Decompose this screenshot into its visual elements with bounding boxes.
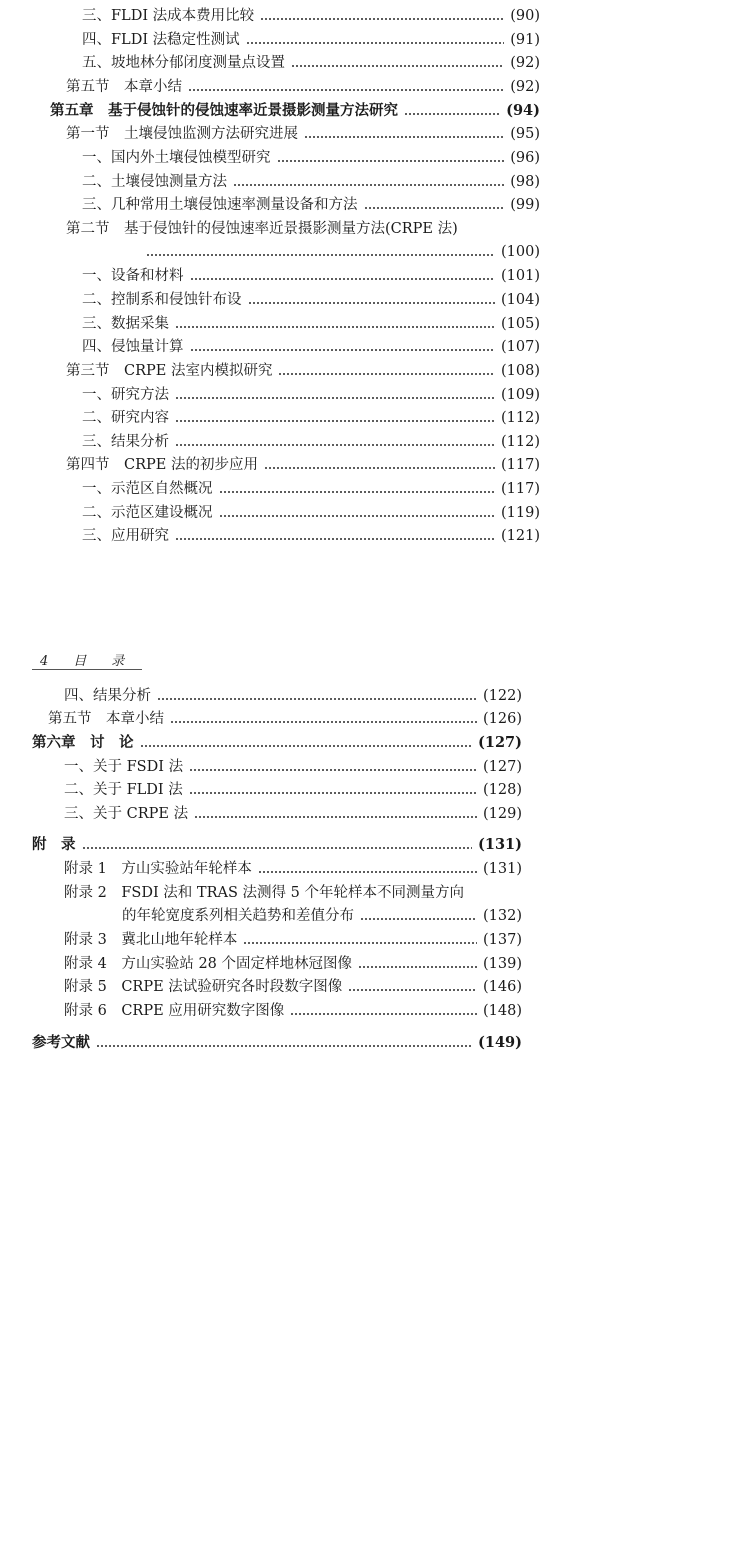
- dot-leader: [175, 444, 495, 446]
- toc-entry-research-content[interactable]: [82, 406, 540, 430]
- toc-page-number: (90): [510, 8, 540, 24]
- toc-page-number: (137): [483, 932, 522, 948]
- toc-page-number: (127): [483, 759, 522, 775]
- toc-entry-title: 三、FLDI 法成本费用比较: [82, 8, 255, 24]
- toc-entry-data-collection[interactable]: [82, 312, 540, 336]
- dot-leader: [170, 721, 477, 723]
- toc-chapter-title: 附 录: [32, 837, 76, 853]
- toc-entry-title: 附录 1 方山实验站年轮样本: [64, 861, 252, 877]
- toc-entry-demo-nature[interactable]: [82, 477, 540, 501]
- toc-entry-title: 三、几种常用土壤侵蚀速率测量设备和方法: [82, 197, 358, 213]
- toc-entry-application[interactable]: [82, 524, 540, 548]
- dot-leader: [364, 207, 505, 209]
- toc-entry-appendix-3[interactable]: [64, 928, 522, 952]
- dot-leader: [194, 816, 477, 818]
- toc-page-number: (131): [478, 836, 522, 853]
- toc-entry-title: 二、关于 FLDI 法: [64, 782, 183, 798]
- toc-page-number: (132): [483, 908, 522, 924]
- dot-leader: [358, 966, 477, 968]
- dot-leader: [190, 349, 496, 351]
- toc-entry-appendix-6[interactable]: [64, 999, 522, 1023]
- toc-page-number: (149): [478, 1034, 522, 1051]
- dot-leader: [96, 1045, 472, 1047]
- toc-entry-title: 二、研究内容: [82, 410, 169, 426]
- toc-entry-equipment[interactable]: [82, 264, 540, 288]
- toc-entry-fldi-stability[interactable]: [82, 28, 540, 52]
- toc-chapter-title: 第五章 基于侵蚀针的侵蚀速率近景摄影测量方法研究: [50, 103, 398, 119]
- toc-entry-title: 三、关于 CRPE 法: [64, 806, 189, 822]
- toc-page-number: (105): [501, 316, 540, 332]
- toc-page-number: (112): [501, 410, 540, 426]
- toc-entry-title: 附录 2 FSDI 法和 TRAS 法测得 5 个年轮样本不同测量方向: [64, 885, 464, 901]
- toc-page-number: (107): [501, 339, 540, 355]
- toc-entry-about-fsdi[interactable]: [64, 755, 522, 779]
- toc-references[interactable]: [32, 1031, 522, 1055]
- toc-page-number: (100): [501, 244, 540, 260]
- dot-leader: [248, 302, 496, 304]
- toc-entry-fldi-cost[interactable]: [82, 4, 540, 28]
- dot-leader: [219, 515, 496, 517]
- toc-page-number: (98): [510, 174, 540, 190]
- toc-entry-result-analysis[interactable]: [82, 430, 540, 454]
- running-header: 4 目 录: [40, 654, 131, 669]
- dot-leader: [404, 113, 500, 115]
- toc-page-number: (117): [501, 457, 540, 473]
- toc-entry-appendix-4[interactable]: [64, 952, 522, 976]
- toc-entry-canopy-points[interactable]: [82, 51, 540, 75]
- toc-page-number: (108): [501, 363, 540, 379]
- toc-entry-title: 一、关于 FSDI 法: [64, 759, 184, 775]
- toc-entry-title: 三、应用研究: [82, 528, 169, 544]
- toc-entry-title: 第二节 基于侵蚀针的侵蚀速率近景摄影测量方法(CRPE 法): [66, 221, 458, 237]
- toc-entry-result-analysis-2[interactable]: [64, 684, 522, 708]
- toc-page-number: (126): [483, 711, 522, 727]
- toc-page-number: (94): [506, 102, 540, 119]
- toc-entry-section-summary[interactable]: [66, 75, 540, 99]
- dot-leader: [175, 397, 495, 399]
- dot-leader: [233, 184, 504, 186]
- toc-entry-appendix-2-line1[interactable]: [64, 881, 464, 905]
- dot-leader: [140, 745, 473, 747]
- toc-entry-title: 附录 5 CRPE 法试验研究各时段数字图像: [64, 979, 343, 995]
- header-rule: [32, 669, 142, 670]
- toc-page-number: (146): [483, 979, 522, 995]
- dot-leader: [258, 871, 477, 873]
- toc-entry-erosion-models[interactable]: [82, 146, 540, 170]
- toc-entry-section-3[interactable]: [66, 359, 540, 383]
- toc-chapter-title: 第六章 讨 论: [32, 735, 134, 751]
- dot-leader: [219, 491, 496, 493]
- toc-entry-research-method[interactable]: [82, 383, 540, 407]
- toc-page-number: (109): [501, 387, 540, 403]
- toc-chapter-6[interactable]: [32, 731, 522, 755]
- toc-page-number: (96): [510, 150, 540, 166]
- dot-leader: [260, 18, 504, 20]
- toc-entry-title: 一、示范区自然概况: [82, 481, 213, 497]
- toc-entry-title: 四、FLDI 法稳定性测试: [82, 32, 240, 48]
- toc-entry-title: 第四节 CRPE 法的初步应用: [66, 457, 258, 473]
- toc-chapter-title: 参考文献: [32, 1035, 90, 1051]
- toc-chapter-5[interactable]: [50, 99, 540, 123]
- toc-page-number: (122): [483, 688, 522, 704]
- toc-entry-title: 二、控制系和侵蚀针布设: [82, 292, 242, 308]
- dot-leader: [246, 42, 505, 44]
- toc-entry-appendix-2-line2[interactable]: [122, 904, 522, 928]
- dot-leader: [175, 538, 495, 540]
- toc-page-number: (119): [501, 505, 540, 521]
- toc-entry-appendix-5[interactable]: [64, 975, 522, 999]
- toc-entry-title: 附录 6 CRPE 应用研究数字图像: [64, 1003, 285, 1019]
- toc-entry-section-1[interactable]: [66, 122, 540, 146]
- toc-entry-title: 附录 4 方山实验站 28 个固定样地林冠图像: [64, 956, 353, 972]
- dot-leader: [82, 847, 473, 849]
- dot-leader: [290, 1013, 477, 1015]
- dot-leader: [348, 989, 477, 991]
- toc-entry-title: 附录 3 冀北山地年轮样本: [64, 932, 238, 948]
- toc-page-number: (127): [478, 734, 522, 751]
- toc-entry-title: 一、设备和材料: [82, 268, 184, 284]
- toc-entry-demo-construction[interactable]: [82, 501, 540, 525]
- toc-page-number: (91): [510, 32, 540, 48]
- toc-appendix[interactable]: [32, 833, 522, 857]
- toc-entry-section-5-summary[interactable]: [48, 707, 522, 731]
- toc-entry-title: 三、数据采集: [82, 316, 169, 332]
- toc-page-number: (92): [510, 55, 540, 71]
- toc-page-number: (99): [510, 197, 540, 213]
- toc-entry-title: 五、坡地林分郁闭度测量点设置: [82, 55, 285, 71]
- toc-page-number: (121): [501, 528, 540, 544]
- toc-entry-erosion-methods[interactable]: [82, 170, 540, 194]
- toc-entry-title: 的年轮宽度系列相关趋势和差值分布: [122, 908, 354, 924]
- toc-entry-title: 二、示范区建设概况: [82, 505, 213, 521]
- dot-leader: [243, 942, 477, 944]
- dot-leader: [189, 769, 477, 771]
- toc-entry-title: 三、结果分析: [82, 434, 169, 450]
- toc-page-number: (139): [483, 956, 522, 972]
- dot-leader: [175, 420, 495, 422]
- toc-entry-erosion-equipment[interactable]: [82, 193, 540, 217]
- toc-page-number: (112): [501, 434, 540, 450]
- toc-page-number: (117): [501, 481, 540, 497]
- toc-page-number: (129): [483, 806, 522, 822]
- dot-leader: [278, 373, 495, 375]
- dot-leader: [291, 65, 504, 67]
- toc-entry-about-crpe[interactable]: [64, 802, 522, 826]
- dot-leader: [146, 254, 495, 256]
- dot-leader: [360, 918, 477, 920]
- toc-page-number: (131): [483, 861, 522, 877]
- dot-leader: [304, 136, 504, 138]
- toc-entry-section-2-leader: [140, 240, 540, 264]
- toc-entry-title: 第三节 CRPE 法室内模拟研究: [66, 363, 273, 379]
- toc-entry-title: 第一节 土壤侵蚀监测方法研究进展: [66, 126, 298, 142]
- dot-leader: [188, 89, 504, 91]
- toc-page-number: (92): [510, 79, 540, 95]
- toc-entry-title: 四、侵蚀量计算: [82, 339, 184, 355]
- dot-leader: [157, 698, 477, 700]
- dot-leader: [189, 792, 477, 794]
- toc-entry-title: 第五节 本章小结: [48, 711, 164, 727]
- toc-entry-section-2-title[interactable]: [66, 217, 458, 241]
- toc-entry-title: 一、国内外土壤侵蚀模型研究: [82, 150, 271, 166]
- toc-entry-appendix-1[interactable]: [64, 857, 522, 881]
- toc-page-number: (101): [501, 268, 540, 284]
- toc-page-number: (128): [483, 782, 522, 798]
- toc-entry-title: 四、结果分析: [64, 688, 151, 704]
- toc-page-number: (104): [501, 292, 540, 308]
- toc-entry-erosion-calc[interactable]: [82, 335, 540, 359]
- toc-entry-title: 一、研究方法: [82, 387, 169, 403]
- dot-leader: [175, 326, 495, 328]
- dot-leader: [264, 467, 495, 469]
- toc-entry-about-fldi[interactable]: [64, 778, 522, 802]
- dot-leader: [277, 160, 505, 162]
- toc-entry-title: 第五节 本章小结: [66, 79, 182, 95]
- toc-entry-title: 二、土壤侵蚀测量方法: [82, 174, 227, 190]
- toc-page-number: (148): [483, 1003, 522, 1019]
- dot-leader: [190, 278, 496, 280]
- toc-entry-section-4[interactable]: [66, 453, 540, 477]
- toc-page-number: (95): [510, 126, 540, 142]
- toc-entry-control-system[interactable]: [82, 288, 540, 312]
